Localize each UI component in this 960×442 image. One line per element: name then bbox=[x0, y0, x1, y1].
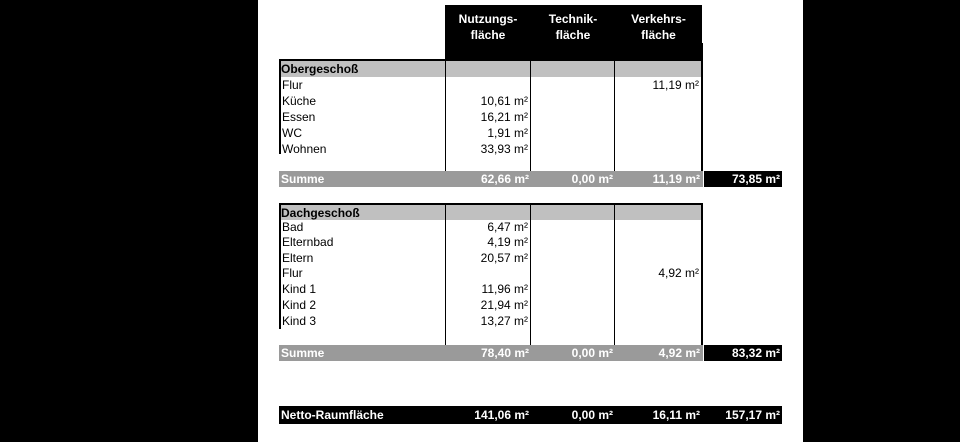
netto-total: 157,17 m² bbox=[725, 408, 780, 422]
room-name: WC bbox=[282, 126, 302, 140]
room-name: Flur bbox=[282, 78, 303, 92]
header-verkehrsflaeche: Verkehrs- fläche bbox=[615, 5, 702, 59]
header-nutzungsflaeche: Nutzungs- fläche bbox=[445, 5, 531, 59]
dg-sum-row bbox=[279, 345, 703, 361]
room-name: Elternbad bbox=[282, 235, 334, 249]
room-name: Essen bbox=[282, 110, 316, 124]
nutzung-value: 1,91 m² bbox=[487, 126, 528, 140]
nutzung-value: 11,96 m² bbox=[481, 282, 528, 296]
header-technikflaeche: Technik- fläche bbox=[531, 5, 615, 59]
netto-technik: 0,00 m² bbox=[571, 408, 613, 422]
verkehr-value: 11,19 m² bbox=[652, 78, 699, 92]
netto-row bbox=[279, 406, 782, 424]
sum-technik: 0,00 m² bbox=[571, 346, 613, 360]
og-top-border bbox=[279, 59, 703, 61]
verkehr-value: 4,92 m² bbox=[658, 266, 699, 280]
room-name: Küche bbox=[282, 94, 317, 108]
sum-label: Summe bbox=[281, 346, 325, 360]
nutzung-value: 10,61 m² bbox=[480, 94, 528, 108]
room-name: Wohnen bbox=[282, 142, 327, 156]
nutzung-value: 33,93 m² bbox=[480, 142, 528, 156]
sum-technik: 0,00 m² bbox=[571, 172, 613, 186]
sum-verkehr: 11,19 m² bbox=[652, 172, 700, 186]
sum-verkehr: 4,92 m² bbox=[658, 346, 700, 360]
nutzung-value: 6,47 m² bbox=[487, 220, 528, 234]
netto-label: Netto-Raumfläche bbox=[281, 408, 384, 422]
nutzung-value: 4,19 m² bbox=[487, 235, 528, 249]
room-name: Kind 2 bbox=[282, 298, 317, 312]
room-name: Eltern bbox=[282, 251, 314, 265]
divider bbox=[614, 43, 615, 171]
section-title-obergeschoss: Obergeschoß bbox=[279, 61, 703, 77]
og-total: 73,85 m² bbox=[704, 171, 782, 187]
sum-nutzung: 78,40 m² bbox=[480, 346, 529, 360]
divider bbox=[530, 203, 531, 345]
section-title-dachgeschoss: Dachgeschoß bbox=[279, 205, 703, 220]
nutzung-value: 16,21 m² bbox=[480, 110, 528, 124]
nutzung-value: 13,27 m² bbox=[480, 314, 528, 328]
divider bbox=[701, 203, 703, 345]
divider bbox=[701, 43, 703, 171]
room-name: Kind 3 bbox=[282, 314, 317, 328]
document-page bbox=[258, 0, 803, 442]
room-name: Kind 1 bbox=[282, 282, 317, 296]
dg-total: 83,32 m² bbox=[704, 345, 782, 361]
sum-label: Summe bbox=[281, 172, 325, 186]
og-sum-row bbox=[279, 171, 703, 187]
nutzung-value: 20,57 m² bbox=[480, 251, 528, 265]
nutzung-value: 21,94 m² bbox=[480, 298, 528, 312]
divider bbox=[530, 43, 531, 171]
room-name: Bad bbox=[282, 220, 304, 234]
netto-verkehr: 16,11 m² bbox=[652, 408, 700, 422]
netto-nutzung: 141,06 m² bbox=[474, 408, 529, 422]
sum-nutzung: 62,66 m² bbox=[480, 172, 529, 186]
room-name: Flur bbox=[282, 266, 303, 280]
